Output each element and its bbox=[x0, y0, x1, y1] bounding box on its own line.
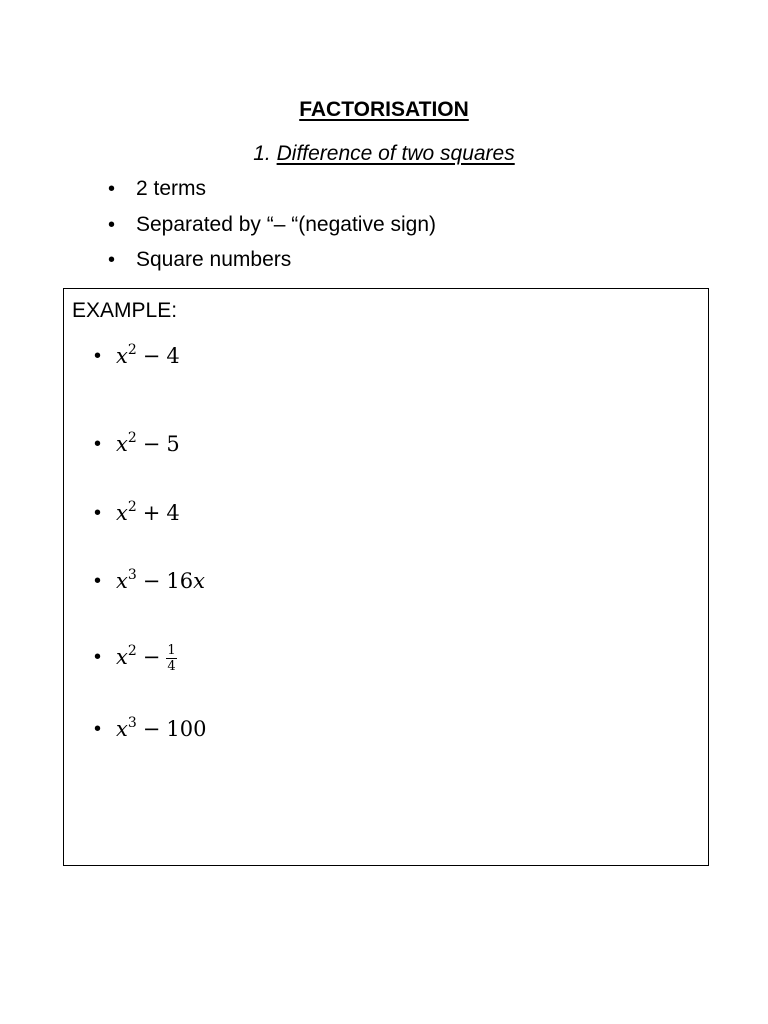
math-expression bbox=[116, 427, 180, 461]
math-operator: − bbox=[142, 344, 161, 368]
math-fraction bbox=[166, 643, 176, 674]
math-expression bbox=[116, 640, 177, 674]
list-item-text: Square numbers bbox=[136, 248, 292, 271]
math-exponent: 3 bbox=[127, 715, 137, 731]
section-heading bbox=[0, 140, 768, 168]
fraction-denominator: 4 bbox=[167, 659, 176, 674]
math-operator: − bbox=[142, 645, 161, 669]
example-item bbox=[94, 564, 205, 598]
bullet-icon: • bbox=[94, 502, 102, 524]
list-item-text: Separated by “– “(negative sign) bbox=[136, 212, 436, 236]
math-exponent: 2 bbox=[127, 430, 137, 446]
list-item bbox=[108, 245, 436, 281]
math-operator: − bbox=[142, 432, 161, 456]
example-item bbox=[94, 637, 177, 677]
bullet-icon: • bbox=[94, 433, 102, 455]
section-number: 1. bbox=[253, 142, 271, 165]
math-expression bbox=[116, 564, 205, 598]
math-variable: x bbox=[116, 717, 128, 741]
math-operator: + bbox=[142, 501, 161, 525]
math-variable: x bbox=[116, 645, 128, 669]
list-item bbox=[108, 174, 436, 210]
math-exponent: 3 bbox=[127, 567, 137, 583]
math-exponent: 2 bbox=[127, 499, 137, 515]
page-title: FACTORISATION bbox=[299, 98, 469, 121]
math-term: 5 bbox=[166, 432, 180, 456]
math-variable: x bbox=[116, 344, 128, 368]
math-exponent: 2 bbox=[127, 342, 137, 358]
bullet-icon: • bbox=[94, 570, 102, 592]
bullet-icon: • bbox=[108, 178, 116, 200]
math-variable: x bbox=[116, 432, 128, 456]
list-item bbox=[108, 210, 436, 246]
example-item bbox=[94, 712, 206, 746]
math-expression bbox=[116, 496, 180, 530]
example-item bbox=[94, 427, 180, 461]
math-operator: − bbox=[142, 569, 161, 593]
list-item-text: 2 terms bbox=[136, 177, 207, 200]
bullet-icon: • bbox=[94, 718, 102, 740]
bullet-icon: • bbox=[108, 249, 116, 271]
math-operator: − bbox=[142, 717, 161, 741]
bullet-icon: • bbox=[94, 345, 102, 367]
bullet-icon: • bbox=[108, 213, 116, 236]
math-exponent: 2 bbox=[127, 643, 137, 659]
properties-list bbox=[108, 174, 436, 281]
bullet-icon: • bbox=[94, 646, 102, 668]
example-item bbox=[94, 339, 180, 373]
math-expression bbox=[116, 339, 180, 373]
example-item bbox=[94, 496, 180, 530]
example-label: EXAMPLE: bbox=[72, 299, 178, 322]
example-box bbox=[63, 288, 709, 866]
math-term: 4 bbox=[166, 344, 180, 368]
fraction-numerator: 1 bbox=[167, 643, 176, 658]
math-expression bbox=[116, 712, 206, 746]
section-title: Difference of two squares bbox=[276, 142, 515, 165]
math-coefficient: 16 bbox=[166, 569, 194, 593]
math-variable: x bbox=[116, 501, 128, 525]
math-term: 100 bbox=[166, 717, 207, 741]
math-term: 4 bbox=[166, 501, 180, 525]
math-variable: x bbox=[116, 569, 128, 593]
math-variable: x bbox=[193, 569, 205, 593]
